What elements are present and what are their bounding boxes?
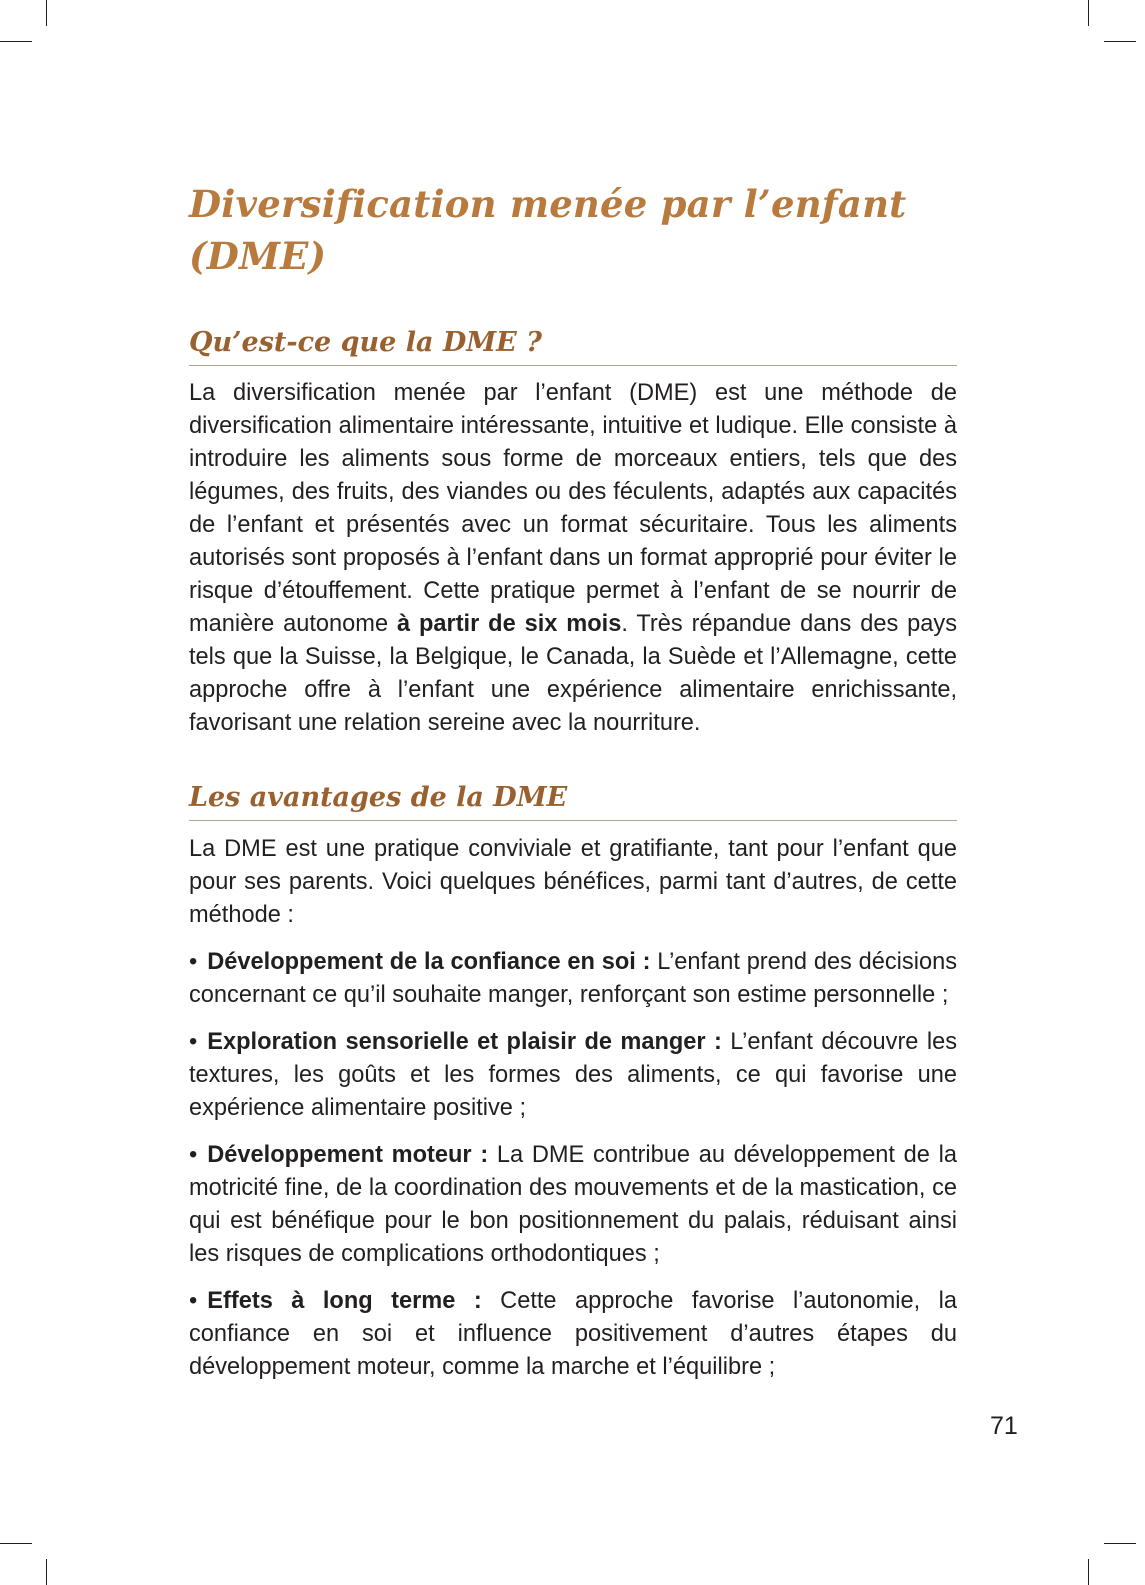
list-item <box>189 946 957 1012</box>
list-item <box>189 1285 957 1384</box>
bullet-text: L’enfant découvre les textures, les goûts et les formes des aliments, ce qui favorise une expérience alimentaire positive ; <box>189 1029 957 1121</box>
paragraph-bold-text: à partir de six mois <box>396 611 622 637</box>
bullet-term: Développement de la confiance en soi : <box>207 949 651 975</box>
list-item <box>189 1139 957 1271</box>
crop-mark <box>0 41 32 42</box>
crop-mark <box>1088 0 1089 26</box>
section-intro: La DME est une pratique conviviale et gratifiante, tant pour l’enfant que pour ses parents. Voici quelques bénéfices, parmi tant d’autres, de cette méthode : <box>189 836 957 928</box>
paragraph-text: . Très répandue dans des pays tels que la Suisse, la Belgique, le Canada, la Suède et l’Allemagne, cette approche offre à l’enfant une expérience alimentaire enrichissante, favorisant une relation sereine avec la nourriture. <box>189 611 957 736</box>
bullet-marker: • <box>189 1288 198 1314</box>
crop-mark <box>1104 41 1136 42</box>
bullet-marker: • <box>189 1142 198 1168</box>
crop-mark <box>0 1543 32 1544</box>
section-heading-advantages: Les avantages de la DME <box>189 780 957 821</box>
bullet-term: Effets à long terme : <box>207 1288 482 1314</box>
page-content <box>189 178 957 1384</box>
bullet-marker: • <box>189 949 198 975</box>
bullet-text: L’enfant prend des décisions concernant ce qu’il souhaite manger, renforçant son estime personnelle ; <box>189 949 957 1008</box>
section-paragraph <box>189 377 957 740</box>
list-item <box>189 1026 957 1125</box>
bullet-term: Développement moteur : <box>207 1142 489 1168</box>
page-title: Diversification menée par l’enfant (DME) <box>189 182 907 278</box>
paragraph-text: La diversification menée par l’enfant (DME) est une méthode de diversification alimentaire intéressante, intuitive et ludique. Elle consiste à introduire les aliments sous forme de morceaux entiers, tels que des légumes, des fruits, des viandes ou des féculents, adaptés aux capacités de l’enfant et présentés avec un format sécuritaire. Tous les aliments autorisés sont proposés à l’enfant dans un format approprié pour éviter le risque d’étouffement. Cette pratique permet à l’enfant de se nourrir de manière autonome <box>189 380 957 637</box>
crop-mark <box>46 1559 47 1585</box>
section-heading-what-is-dme: Qu’est-ce que la DME ? <box>189 325 957 366</box>
bullet-term: Exploration sensorielle et plaisir de manger : <box>207 1029 722 1055</box>
bullet-text: Cette approche favorise l’autonomie, la confiance en soi et influence positivement d’autres étapes du développement moteur, comme la marche et l’équilibre ; <box>189 1288 957 1380</box>
bullet-text: La DME contribue au développement de la motricité fine, de la coordination des mouvements et de la mastication, ce qui est bénéfique pour le bon positionnement du palais, réduisant ainsi les risques de complications orthodontiques ; <box>189 1142 957 1267</box>
crop-mark <box>1104 1543 1136 1544</box>
crop-mark <box>46 0 47 26</box>
crop-mark <box>1088 1559 1089 1585</box>
bullet-marker: • <box>189 1029 198 1055</box>
page-number: 71 <box>990 1412 1018 1440</box>
